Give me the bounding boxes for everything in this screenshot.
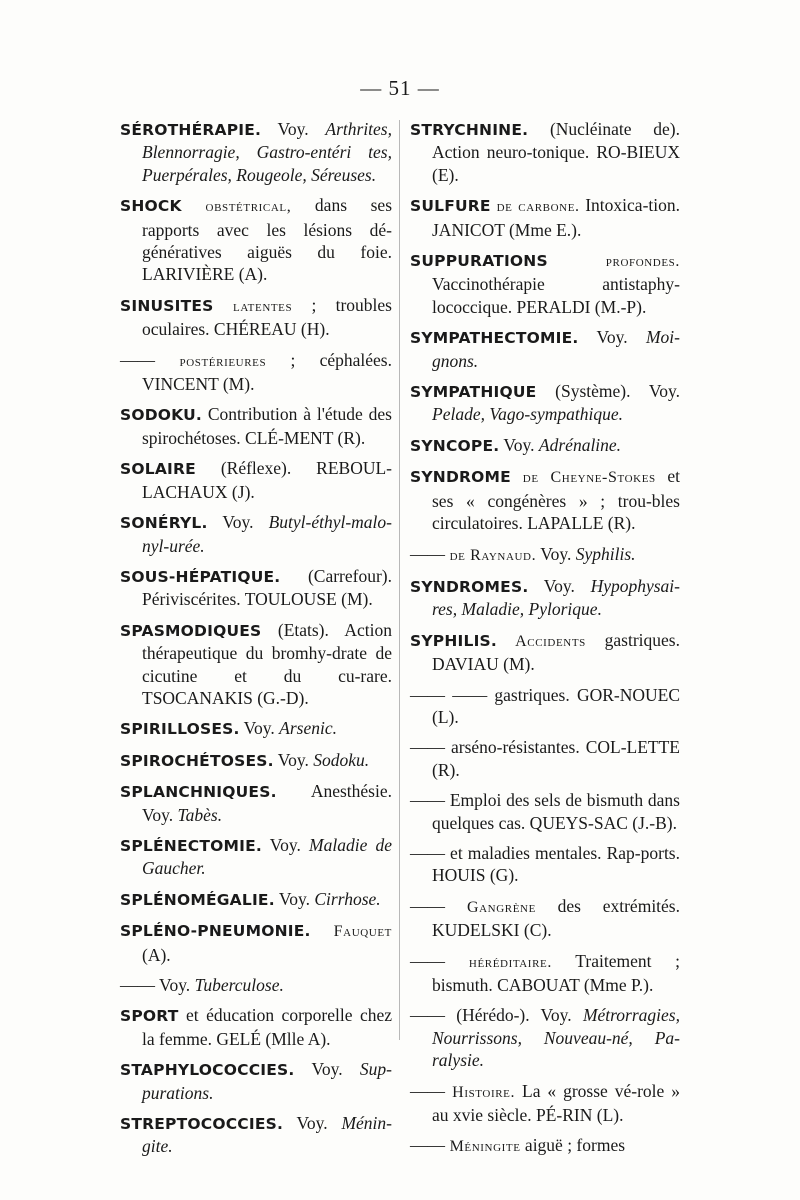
index-entry <box>120 294 392 341</box>
index-entry <box>120 1058 392 1104</box>
entry-qualifier: Méningite <box>445 1138 521 1156</box>
index-entry <box>120 974 392 996</box>
index-entry <box>410 842 680 887</box>
entry-headword: SPIRILLOSES. <box>120 720 240 739</box>
entry-qualifier: Accidents <box>496 632 586 650</box>
entry-headword: SUPPURATIONS <box>410 252 548 271</box>
entry-text: Contribution à l'étude des spirochétoses. CLÉ-MENT (R). <box>142 404 392 448</box>
entry-reference: Maladie de Gaucher. <box>142 834 392 879</box>
left-column <box>120 118 392 1166</box>
column-divider <box>399 120 400 1040</box>
entry-text: arséno-résistantes. COL-LETTE (R). <box>432 737 680 780</box>
index-entry <box>410 1134 680 1158</box>
entry-headword: SYNDROME <box>410 468 511 487</box>
entry-dash: —— <box>410 842 445 863</box>
index-entry <box>410 194 680 241</box>
entry-dash: —— <box>410 1005 445 1026</box>
entry-text: Voy. <box>261 119 326 139</box>
entry-headword: SYNCOPE. <box>410 436 500 455</box>
index-entry <box>120 565 392 611</box>
entry-headword: SINUSITES <box>120 296 214 315</box>
entry-text: ; céphalées. VINCENT (M). <box>142 349 392 395</box>
entry-text: Voy. <box>261 834 310 855</box>
entry-reference: Pelade, Vago-sympathique. <box>432 404 623 425</box>
entry-dash: —— <box>410 1080 445 1101</box>
entry-text: ; troubles oculaires. CHÉREAU (H). <box>142 294 392 340</box>
entry-dash: —— <box>120 975 155 995</box>
entry-headword: SONÉRYL. <box>120 514 208 533</box>
index-entry <box>120 511 392 557</box>
index-entry <box>410 1004 680 1071</box>
entry-text: (Hérédo-). Voy. <box>445 1005 583 1026</box>
entry-qualifier: héréditaire. <box>445 953 552 971</box>
entry-text: Voy. <box>578 327 646 348</box>
entry-headword: SULFURE <box>410 197 491 216</box>
index-entry <box>120 194 392 286</box>
entry-headword: STRYCHNINE. <box>410 121 529 139</box>
entry-reference: Arsenic. <box>279 718 337 739</box>
entry-text: (A). <box>142 944 171 965</box>
entry-qualifier: de Raynaud. <box>445 546 537 564</box>
entry-headword: SYNDROMES. <box>410 577 529 596</box>
entry-text: (Système). Voy. <box>536 381 680 402</box>
entry-dash: —— <box>410 790 445 811</box>
index-entry <box>120 349 392 396</box>
entry-text: et ses « congénères » ; trou-bles circulatoires. LAPALLE (R). <box>432 466 680 534</box>
index-entry <box>120 1004 392 1050</box>
entry-text: Intoxica-tion. JANICOT (Mme E.). <box>432 195 680 240</box>
entry-dash: —— —— <box>410 684 488 705</box>
entry-headword: SYMPATHECTOMIE. <box>410 329 579 348</box>
index-entry <box>410 434 680 457</box>
entry-qualifier: obstétrical, <box>181 198 292 216</box>
entry-headword: SPIROCHÉTOSES. <box>120 751 274 770</box>
entry-headword: SYPHILIS. <box>410 631 497 650</box>
entry-qualifier: Fauquet <box>310 923 392 941</box>
entry-text: Emploi des sels de bismuth dans quelques cas. QUEYS-SAC (J.-B). <box>432 790 680 833</box>
index-entry <box>120 717 392 740</box>
index-entry <box>120 780 392 826</box>
entry-text: Voy. <box>155 975 195 995</box>
entry-qualifier: latentes <box>213 297 293 315</box>
entry-headword: STAPHYLOCOCCIES. <box>120 1061 295 1080</box>
index-entry <box>410 465 680 534</box>
entry-qualifier: profondes. <box>547 253 680 271</box>
entry-text: Vaccinothérapie antistaphy-lococcique. PERALDI (M.-P). <box>432 274 680 317</box>
entry-text: La « grosse vé-role » au xvi <box>432 1080 680 1126</box>
index-entry <box>410 249 680 318</box>
entry-headword: SPLANCHNIQUES. <box>120 783 277 802</box>
entry-text: Traitement ; bismuth. CABOUAT (Mme P.). <box>432 950 680 995</box>
entry-text: Voy. <box>294 1059 360 1080</box>
entry-headword: SPLÉNOMÉGALIE. <box>120 890 275 909</box>
index-entry <box>410 1080 680 1127</box>
index-entry <box>120 888 392 911</box>
entry-text-continued: e siècle. PÉ-RIN (L). <box>475 1105 624 1126</box>
entry-dash: —— <box>410 950 445 971</box>
index-entry <box>120 118 392 186</box>
entry-dash: —— <box>410 737 445 758</box>
entry-reference: Sup-purations. <box>142 1059 392 1103</box>
entry-reference: Moi-gnons. <box>432 327 680 371</box>
entry-qualifier: Histoire. <box>445 1083 516 1101</box>
entry-reference: Ménin-gite. <box>142 1113 392 1157</box>
entry-qualifier: Gangrène <box>445 898 536 916</box>
index-entry <box>410 950 680 997</box>
index-entry <box>120 403 392 449</box>
index-entry <box>410 895 680 942</box>
index-entry <box>120 919 392 966</box>
index-entry <box>410 118 680 186</box>
right-column <box>410 118 680 1167</box>
entry-text: Voy. <box>239 718 280 739</box>
entry-reference: Cirrhose. <box>314 888 381 909</box>
entry-text: (Réflexe). REBOUL-LACHAUX (J). <box>142 458 392 502</box>
entry-text: Voy. <box>528 575 591 596</box>
entry-headword: STREPTOCOCCIES. <box>120 1115 284 1134</box>
entry-text: Anesthésie. Voy. <box>142 781 392 825</box>
entry-reference: Métrorragies, Nourrissons, Nouveau-né, Pa-ralysie. <box>432 1005 680 1071</box>
page-number: — 51 — <box>360 76 440 100</box>
entry-qualifier: postérieures <box>155 352 267 370</box>
index-entry <box>410 326 680 372</box>
entry-headword: SÉROTHÉRAPIE. <box>120 121 262 139</box>
entry-dash: —— <box>120 349 155 370</box>
index-entry <box>410 736 680 781</box>
entry-headword: SPASMODIQUES <box>120 621 262 640</box>
entry-text: gastriques. DAVIAU (M). <box>432 629 680 675</box>
entry-text: Voy. <box>283 1113 342 1134</box>
index-entry <box>120 619 392 710</box>
entry-headword: SPLÉNECTOMIE. <box>120 836 262 855</box>
entry-headword: SHOCK <box>120 197 182 216</box>
entry-text: et éducation corporelle chez la femme. GELÉ (Mlle A). <box>142 1005 392 1049</box>
index-entry <box>410 575 680 621</box>
entry-text: aiguë ; formes <box>520 1135 626 1156</box>
entry-text: des extrémités. KUDELSKI (C). <box>432 895 680 941</box>
entry-dash: —— <box>410 895 445 916</box>
entry-reference: Sodoku. <box>313 749 370 770</box>
entry-text: dans ses rapports avec les lésions dé-génératives aiguës du foie. LARIVIÈRE (A). <box>142 195 393 285</box>
index-entry <box>120 1112 392 1158</box>
index-entry <box>410 380 680 426</box>
entry-text: (Etats). Action thérapeutique du bromhy-drate de cicutine et du cu-rare. TSOCANAKIS (G.-D). <box>142 619 392 708</box>
entry-text: (Nucléinate de). Action neuro-tonique. RO-BIEUX (E). <box>432 119 680 185</box>
entry-headword: SPLÉNO-PNEUMONIE. <box>120 922 311 941</box>
entry-text: (Carrefour). Périviscérites. TOULOUSE (M). <box>142 565 392 610</box>
entry-headword: SOLAIRE <box>120 460 196 479</box>
index-entry <box>410 789 680 834</box>
entry-text: Voy. <box>499 434 539 455</box>
index-entry <box>410 629 680 676</box>
entry-qualifier: de carbone. <box>490 198 580 216</box>
entry-reference: Adrénaline. <box>538 434 622 455</box>
entry-headword: SOUS-HÉPATIQUE. <box>120 567 281 586</box>
entry-text: Voy. <box>274 888 315 909</box>
entry-reference: Arthrites, Blennorragie, Gastro-entéri tes, Puerpérales, Rougeole, Séreuses. <box>142 119 392 185</box>
entry-headword: SODOKU. <box>120 406 202 425</box>
entry-text: et maladies mentales. Rap-ports. HOUIS (G). <box>432 842 680 886</box>
entry-text: Voy. <box>536 543 576 564</box>
entry-qualifier: de Cheyne-Stokes <box>510 469 656 487</box>
entry-reference: Hypophysai-res, Maladie, Pylorique. <box>432 575 680 620</box>
entry-text: Voy. <box>273 749 314 770</box>
index-entry <box>410 684 680 729</box>
index-entry <box>120 834 392 880</box>
entry-headword: SPORT <box>120 1007 179 1026</box>
entry-reference: Syphilis. <box>575 543 636 564</box>
entry-reference: Butyl-éthyl-malo-nyl-urée. <box>142 512 392 556</box>
entry-dash: —— <box>410 543 445 564</box>
index-entry <box>120 457 392 503</box>
index-entry <box>120 749 392 772</box>
entry-dash: —— <box>410 1135 445 1156</box>
entry-text: gastriques. GOR-NOUEC (L). <box>432 684 680 727</box>
entry-text: Voy. <box>207 512 269 533</box>
entry-reference: Tuberculose. <box>194 975 284 995</box>
entry-reference: Tabès. <box>177 804 223 825</box>
index-entry <box>410 543 680 567</box>
entry-headword: SYMPATHIQUE <box>410 383 537 402</box>
